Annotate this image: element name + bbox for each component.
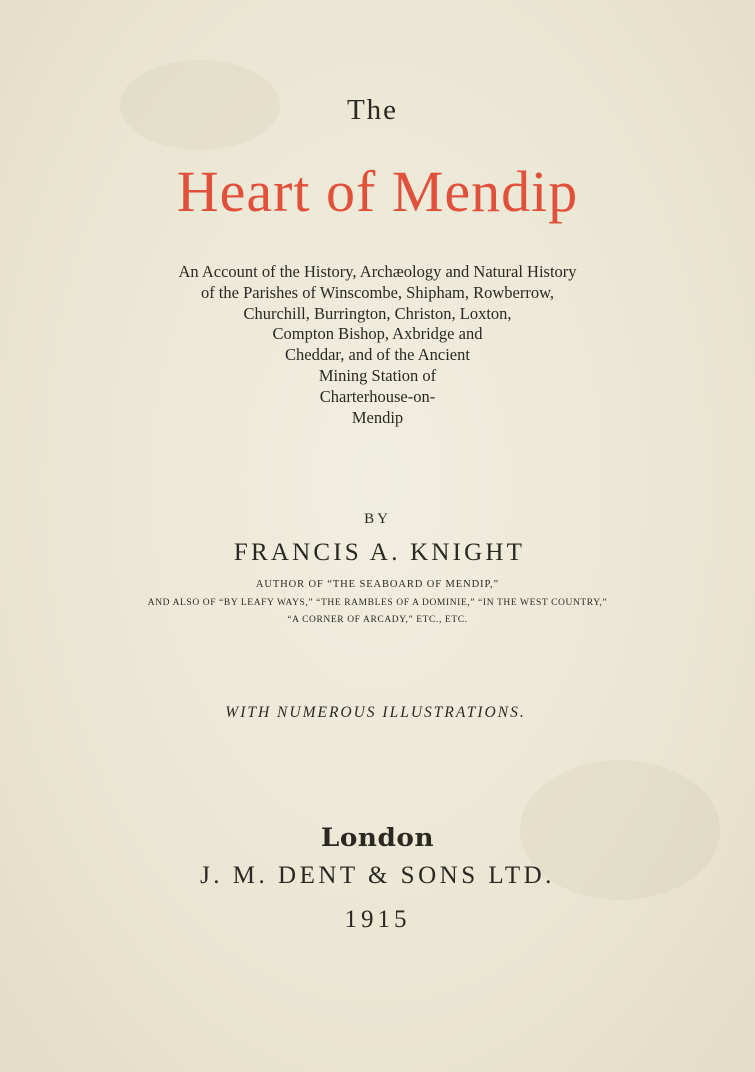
publisher-name: J. M. DENT & SONS LTD. xyxy=(200,862,555,889)
subtitle-line: Charterhouse-on- xyxy=(319,386,436,406)
subtitle-line: Mendip xyxy=(351,407,404,427)
subtitle-line: Compton Bishop, Axbridge and xyxy=(272,324,483,344)
subtitle-line: Churchill, Burrington, Christon, Loxton, xyxy=(243,303,512,323)
imprint-place: London xyxy=(320,823,435,852)
title-article: The xyxy=(346,94,399,126)
book-title: Heart of Mendip xyxy=(176,159,579,224)
publication-year: 1915 xyxy=(344,906,411,933)
subtitle xyxy=(0,262,755,428)
subtitle-line: Cheddar, and of the Ancient xyxy=(285,345,470,365)
subtitle-line: Mining Station of xyxy=(318,365,437,385)
author-name: FRANCIS A. KNIGHT xyxy=(233,539,526,566)
illustrations-note: WITH NUMEROUS ILLUSTRATIONS. xyxy=(225,704,526,721)
by-label: BY xyxy=(364,511,391,527)
author-credits: AUTHOR OF “THE SEABOARD OF MENDIP,” xyxy=(255,579,500,590)
subtitle-line: An Account of the History, Archæology and Natural History xyxy=(178,262,577,281)
subtitle-line: of the Parishes of Winscombe, Shipham, Rowberrow, xyxy=(200,282,555,302)
author-credits-corner: “A CORNER OF ARCADY,” ETC., ETC. xyxy=(287,615,468,625)
author-credits-also: AND ALSO OF “BY LEAFY WAYS,” “THE RAMBLES OF A DOMINIE,” “IN THE WEST COUNTRY,” xyxy=(147,598,608,608)
